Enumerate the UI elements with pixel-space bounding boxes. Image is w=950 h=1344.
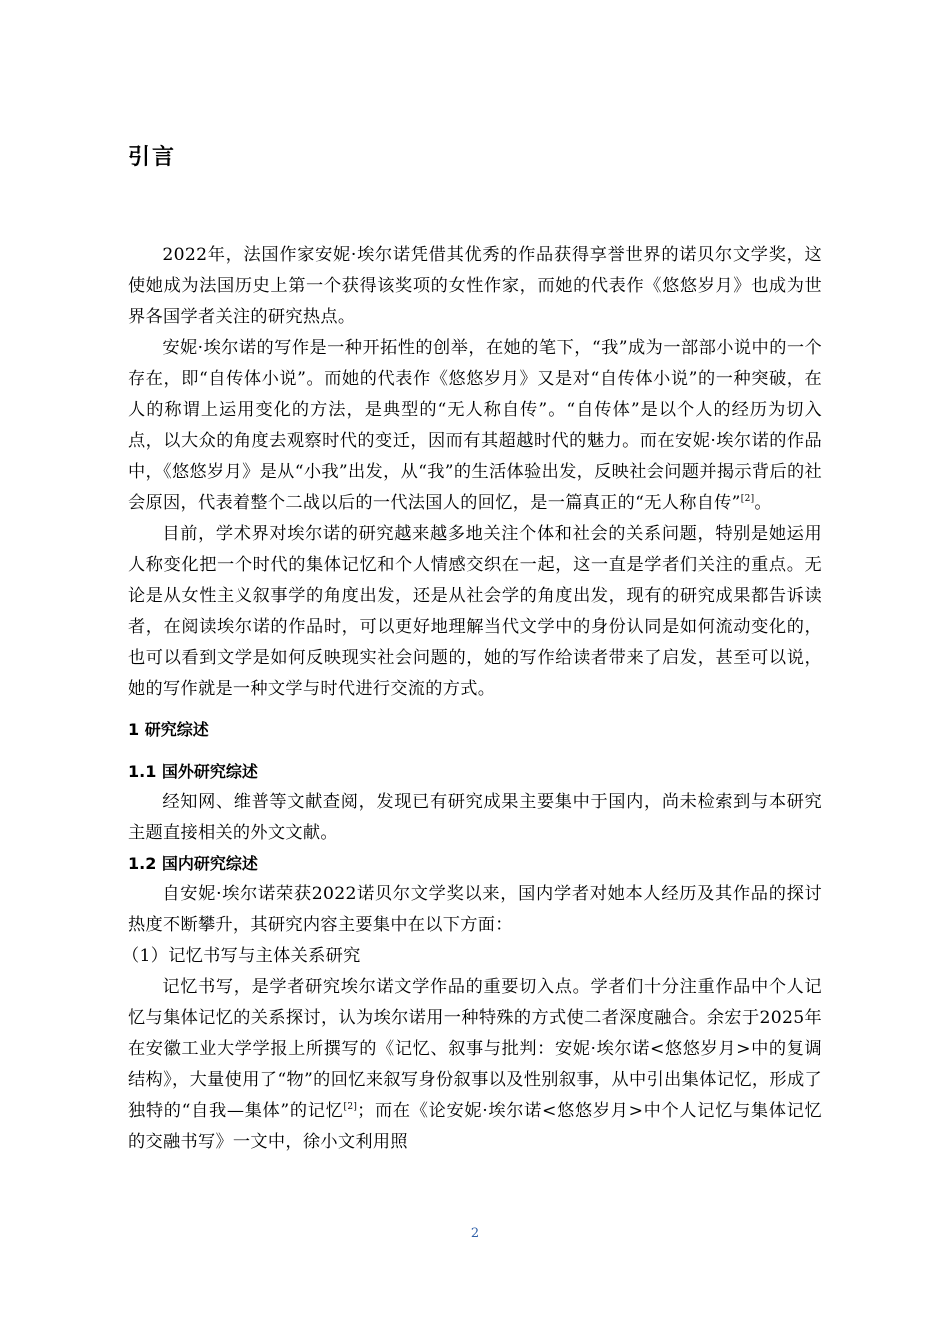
section-1-2-paragraph: 自安妮·埃尔诺荣获2022诺贝尔文学奖以来，国内学者对她本人经历及其作品的探讨热度不断攀升，其研究内容主要集中在以下方面： [128,884,822,935]
citation-ref: [2] [740,494,755,504]
intro-paragraph-2-end: 。 [754,493,772,513]
document-body [122,240,822,1158]
section-heading-1: 1 研究综述 [128,720,209,739]
subsection-heading-1: （1）记忆书写与主体关系研究 [122,946,361,966]
intro-paragraph-2-text: 安妮·埃尔诺的写作是一种开拓性的创举，在她的笔下，“我”成为一部部小说中的一个存在，即“自传体小说”。而她的代表作《悠悠岁月》又是对“自传体小说”的一种突破，在人的称谓上运用变化的方法，是典型的“无人称自传”。“自传体”是以个人的经历为切入点，以大众的角度去观察时代的变迁，因而有其超越时代的魅力。而在安妮·埃尔诺的作品中，《悠悠岁月》是从“小我”出发，从“我”的生活体验出发，反映社会问题并揭示背后的社会原因，代表着整个二战以后的一代法国人的回忆，是一篇真正的“无人称自传” [128,338,822,513]
section-heading-1-1: 1.1 国外研究综述 [128,762,258,781]
citation-ref-2: [2] [343,1102,358,1112]
subsection-1-paragraph [128,972,822,1158]
section-1-1-paragraph: 经知网、维普等文献查阅，发现已有研究成果主要集中于国内，尚未检索到与本研究主题直接相关的外文文献。 [128,792,822,843]
intro-paragraph-2 [128,333,822,519]
intro-paragraph-3: 目前，学术界对埃尔诺的研究越来越多地关注个体和社会的关系问题，特别是她运用人称变化把一个时代的集体记忆和个人情感交织在一起，这一直是学者们关注的重点。无论是从女性主义叙事学的角度出发，还是从社会学的角度出发，现有的研究成果都告诉读者，在阅读埃尔诺的作品时，可以更好地理解当代文学中的身份认同是如何流动变化的，也可以看到文学是如何反映现实社会问题的，她的写作给读者带来了启发，甚至可以说，她的写作就是一种文学与时代进行交流的方式。 [128,524,822,699]
subsection-1-text-a: 记忆书写，是学者研究埃尔诺文学作品的重要切入点。学者们十分注重作品中个人记忆与集体记忆的关系探讨，认为埃尔诺用一种特殊的方式使二者深度融合。余宏于2025年在安徽工业大学学报上所撰写的《记忆、叙事与批判：安妮·埃尔诺<悠悠岁月>中的复调结构》，大量使用了“物”的回忆来叙写身份叙事以及性别叙事，从中引出集体记忆，形成了独特的“自我—集体”的记忆 [128,977,822,1121]
page-title: 引言 [128,145,177,170]
subsection-1-text-b: ；而在《论安妮·埃尔诺<悠悠岁月>中个人记忆与集体记忆的交融书写》一文中，徐小文利用照 [128,1101,822,1152]
page-number: 2 [470,1226,480,1241]
intro-paragraph-1: 2022年，法国作家安妮·埃尔诺凭借其优秀的作品获得享誉世界的诺贝尔文学奖，这使她成为法国历史上第一个获得该奖项的女性作家，而她的代表作《悠悠岁月》也成为世界各国学者关注的研究热点。 [128,245,822,327]
section-heading-1-2: 1.2 国内研究综述 [128,854,258,873]
